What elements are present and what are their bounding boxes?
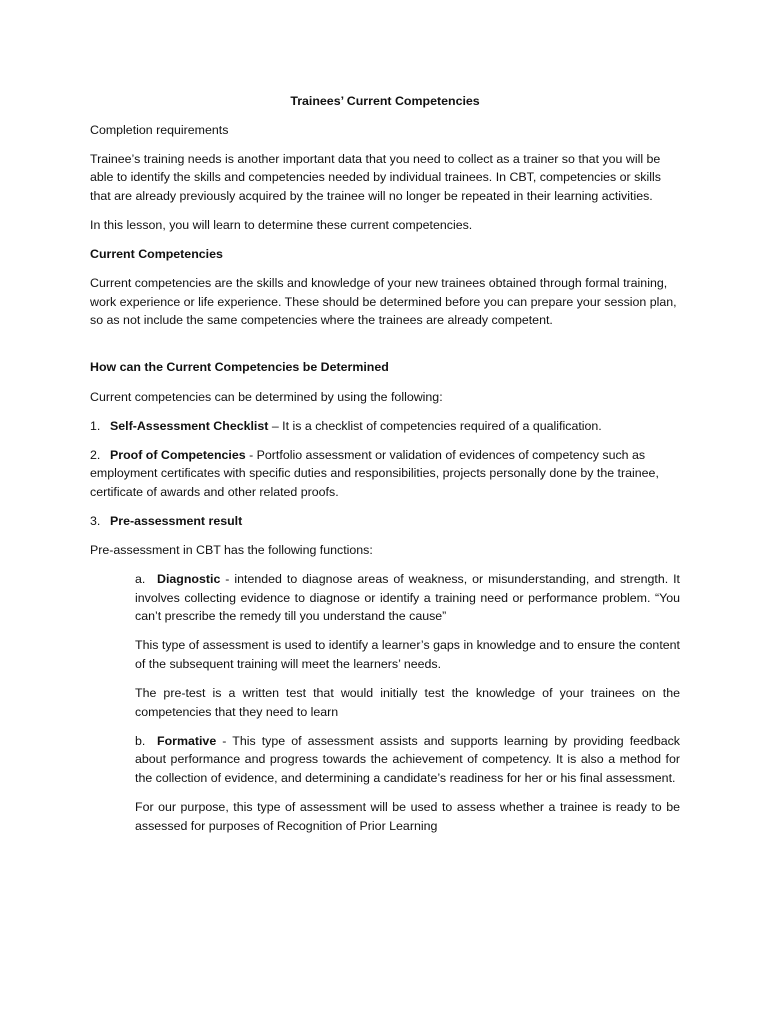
current-competencies-heading: Current Competencies (90, 247, 223, 262)
list-number: 3. (90, 514, 101, 528)
determination-intro: Current competencies can be determined by using the following: (90, 389, 443, 404)
list-term: Pre-assessment result (110, 514, 243, 528)
diagnostic-term: Diagnostic (157, 572, 221, 587)
list-item-proof (90, 446, 680, 502)
formative-para2: For our purpose, this type of assessment will be used to assess whether a trainee is ready to be assessed for purposes of Recognition of Prior Learning (135, 800, 680, 833)
functions-intro: Pre-assessment in CBT has the following functions: (90, 543, 373, 558)
diagnostic-item (135, 570, 680, 626)
list-text: - Portfolio assessment or validation of evidences of competency such as employment certificates with specific duties and responsibilities, projects personally done by the trainee, certificate of awards and other related proofs. (90, 447, 659, 499)
lesson-paragraph: In this lesson, you will learn to determine these current competencies. (90, 217, 473, 232)
intro-paragraph: Trainee’s training needs is another important data that you need to collect as a trainer so that you will be able to identify the skills and competencies needed by individual trainees. In CBT, competencies or skills that are already previously acquired by the trainee will no longer be repeated in their learning activities. (90, 151, 661, 203)
list-term: Self-Assessment Checklist (110, 418, 269, 433)
spacer (90, 340, 680, 358)
formative-text: - This type of assessment assists and supports learning by providing feedback about performance and progress towards the achievement of competency. It is also a method for the collection of evidence, and determining a candidate’s readiness for her or his final assessment. (135, 733, 680, 786)
list-number: 1. (90, 418, 101, 433)
formative-item (135, 732, 680, 788)
diagnostic-para3: The pre-test is a written test that would initially test the knowledge of your trainees on the competencies that they need to learn (135, 686, 680, 719)
diagnostic-text: - intended to diagnose areas of weakness, or misunderstanding, and strength. It involves collecting evidence to diagnose or identify a training need or performance problem. “You can’t prescribe the remedy till you understand the cause” (135, 572, 680, 624)
list-term: Proof of Competencies (110, 447, 246, 462)
sub-letter: a. (135, 572, 146, 587)
formative-term: Formative (157, 733, 217, 748)
diagnostic-para2: This type of assessment is used to identify a learner’s gaps in knowledge and to ensure the content of the subsequent training will meet the learners’ needs. (135, 638, 680, 672)
list-item-pre-assessment (90, 512, 680, 531)
completion-requirements: Completion requirements (90, 122, 229, 137)
list-text: – It is a checklist of competencies required of a qualification. (268, 418, 602, 433)
page-title: Trainees’ Current Competencies (290, 94, 480, 108)
sub-letter: b. (135, 733, 146, 748)
determination-heading: How can the Current Competencies be Determined (90, 360, 389, 375)
current-competencies-body: Current competencies are the skills and knowledge of your new trainees obtained through formal training, work experience or life experience. These should be determined before you can prepare your session plan, so as not include the same competencies where the trainees are already competent. (90, 276, 677, 328)
document-content (90, 92, 680, 846)
list-number: 2. (90, 447, 101, 462)
list-item-self-assessment (90, 417, 680, 436)
